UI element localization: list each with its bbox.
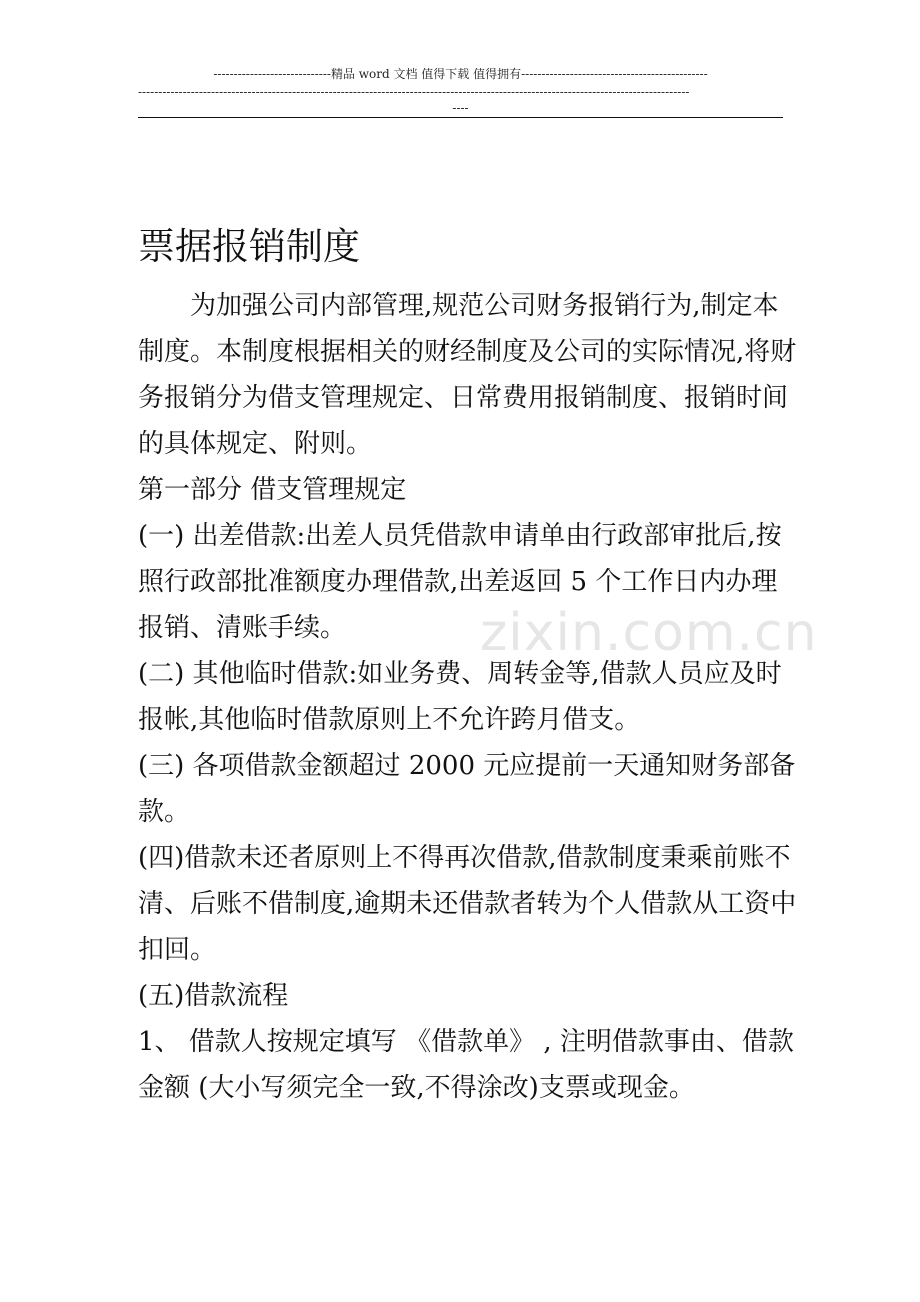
header-rule: [138, 117, 783, 118]
header-dash-line: ----------------------------------------------------------------------------------------------------------------------------------------: [138, 85, 690, 99]
watermark: zixin.com.cn: [480, 603, 818, 663]
item-5: (五)借款流程: [138, 981, 289, 1011]
part1-heading: 第一部分 借支管理规定: [138, 475, 407, 505]
document-body: [138, 283, 798, 1111]
item-2: (二) 其他临时借款:如业务费、周转金等,借款人员应及时报帐,其他临时借款原则上不允许跨月借支。: [138, 659, 782, 735]
intro-paragraph: 为加强公司内部管理,规范公司财务报销行为,制定本制度。本制度根据相关的财经制度及公司的实际情况,将财务报销分为借支管理规定、日常费用报销制度、报销时间的具体规定、附则。: [138, 291, 797, 459]
document-title: 票据报销制度: [138, 225, 360, 268]
item-3: (三) 各项借款金额超过 2000 元应提前一天通知财务部备款。: [138, 751, 796, 827]
item-1: (一) 出差借款:出差人员凭借款申请单由行政部审批后,按照行政部批准额度办理借款,出差返回 5 个工作日内办理报销、清账手续。: [138, 521, 782, 643]
header-dash-tail: ----: [452, 101, 469, 115]
item-4: (四)借款未还者原则上不得再次借款,借款制度秉乘前账不清、后账不借制度,逾期未还借款者转为个人借款从工资中扣回。: [138, 843, 797, 965]
item-6: 1、 借款人按规定填写 《借款单》 , 注明借款事由、借款金额 (大小写须完全一致,不得涂改)支票或现金。: [138, 1027, 794, 1103]
header-text: -----------------------------精品 word 文档 值得下载 值得拥有----------------------------------------------: [213, 67, 708, 81]
